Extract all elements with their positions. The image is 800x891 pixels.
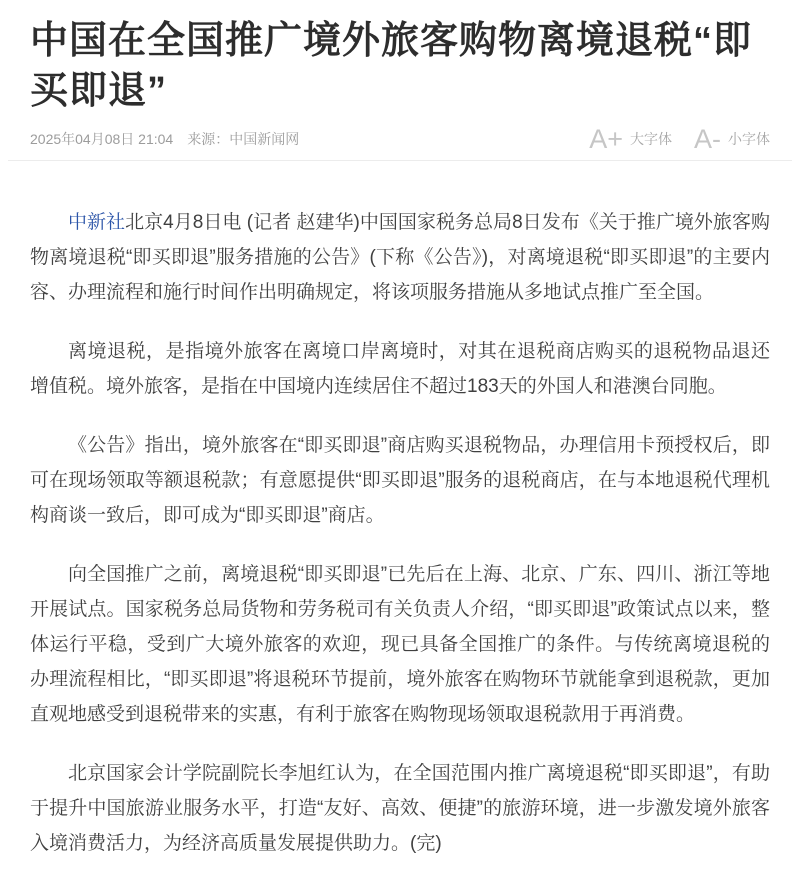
paragraph-text: 北京4月8日电 (记者 赵建华)中国国家税务总局8日发布《关于推广境外旅客购物离境退税“即买即退”服务措施的公告》(下称《公告》)，对离境退税“即买即退”的主要内容、办理流程和施行时间作出明确规定，将该项服务措施从多地试点推广至全国。	[30, 212, 770, 303]
font-increase-button[interactable]	[589, 123, 672, 154]
agency-link[interactable]: 中新社	[68, 212, 126, 233]
article-body	[0, 161, 800, 891]
article-header	[0, 0, 800, 154]
font-size-controls	[589, 123, 770, 154]
source-name: 中国新闻网	[229, 131, 300, 147]
font-decrease-button[interactable]	[694, 123, 770, 154]
font-increase-icon: A+	[589, 123, 623, 154]
paragraph: 离境退税，是指境外旅客在离境口岸离境时，对其在退税商店购买的退税物品退还增值税。境外旅客，是指在中国境内连续居住不超过183天的外国人和港澳台同胞。	[30, 341, 770, 397]
paragraph: 向全国推广之前，离境退税“即买即退”已先后在上海、北京、广东、四川、浙江等地开展试点。国家税务总局货物和劳务税司有关负责人介绍，“即买即退”政策试点以来，整体运行平稳，受到广大境外旅客的欢迎，现已具备全国推广的条件。与传统离境退税的办理流程相比，“即买即退”将退税环节提前，境外旅客在购物环节就能拿到退税款，更加直观地感受到退税带来的实惠，有利于旅客在购物现场领取退税款用于再消费。	[30, 564, 770, 725]
article-source	[187, 131, 299, 147]
font-decrease-label: 小字体	[728, 131, 770, 147]
font-decrease-icon: A-	[694, 123, 721, 154]
paragraph: 北京国家会计学院副院长李旭红认为，在全国范围内推广离境退税“即买即退”，有助于提升中国旅游业服务水平，打造“友好、高效、便捷”的旅游环境，进一步激发境外旅客入境消费活力，为经济高质量发展提供助力。(完)	[30, 763, 770, 854]
meta-row	[30, 124, 770, 154]
paragraph	[30, 205, 770, 310]
article-title: 中国在全国推广境外旅客购物离境退税“即买即退”	[30, 20, 753, 112]
paragraph: 《公告》指出，境外旅客在“即买即退”商店购买退税物品，办理信用卡预授权后，即可在现场领取等额退税款；有意愿提供“即买即退”服务的退税商店，在与本地退税代理机构商谈一致后，即可成为“即买即退”商店。	[30, 435, 770, 526]
meta-info	[30, 129, 299, 149]
publish-date: 2025年04月08日 21:04	[30, 131, 174, 147]
font-increase-label: 大字体	[630, 131, 672, 147]
source-label: 来源：	[187, 131, 230, 147]
